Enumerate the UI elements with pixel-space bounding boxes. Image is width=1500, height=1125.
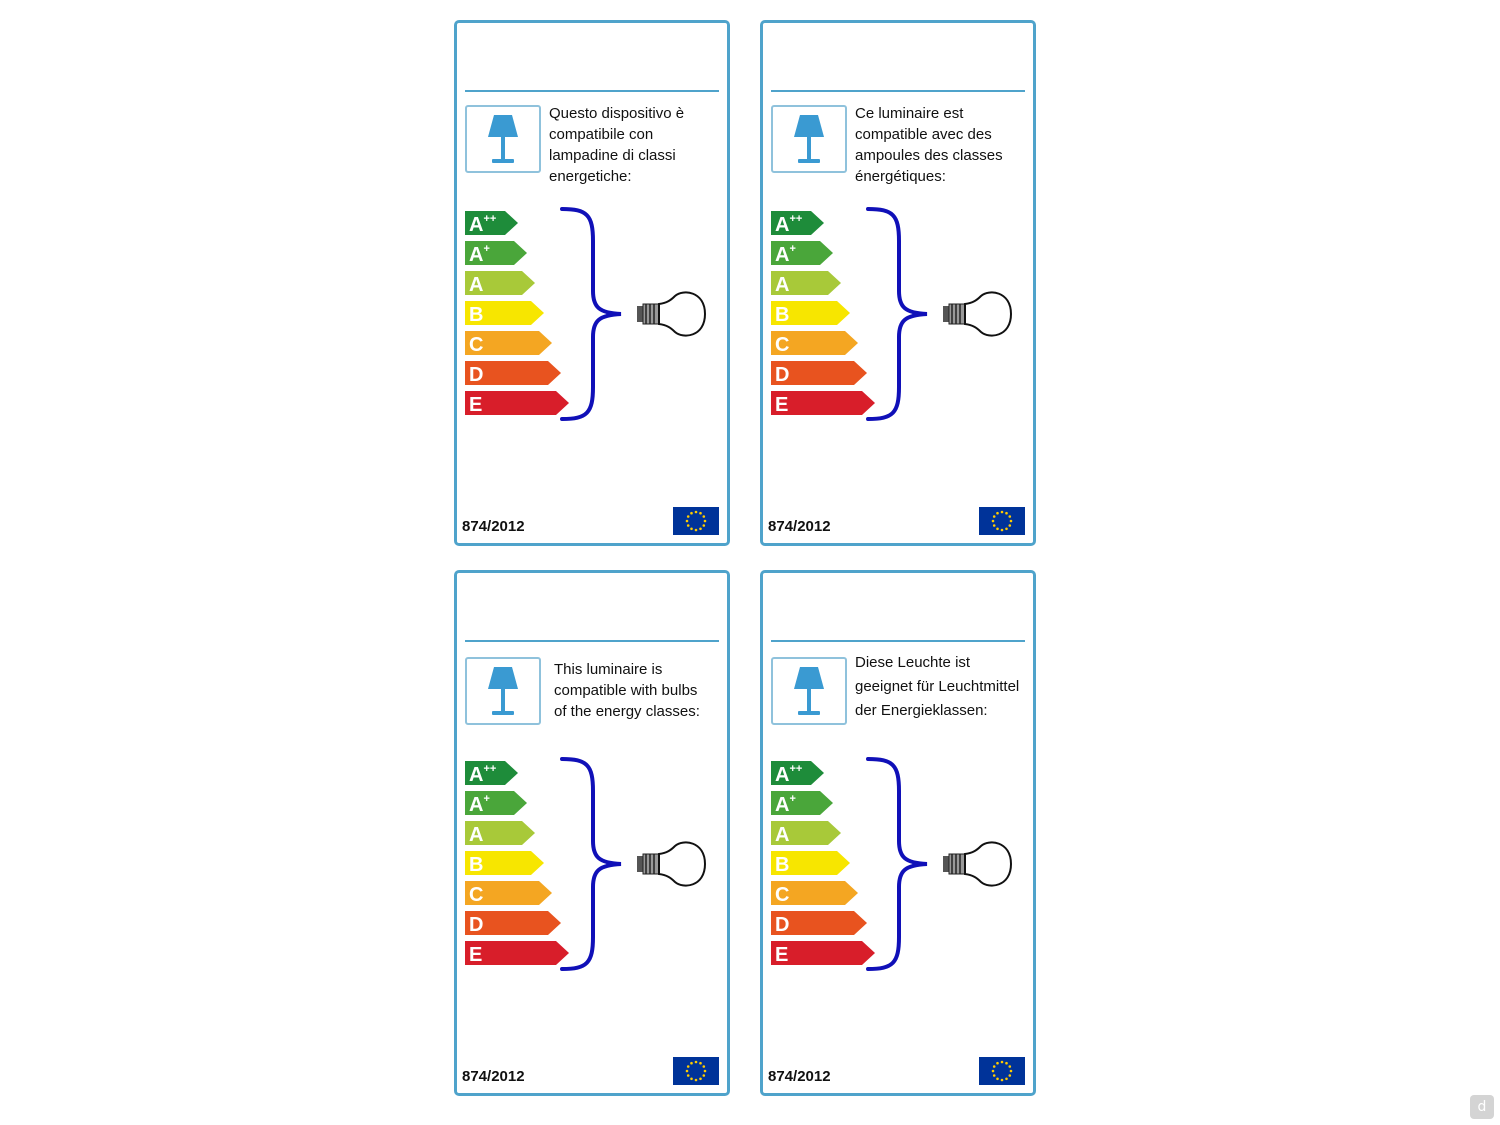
curly-brace-icon	[868, 209, 927, 419]
light-bulb-icon	[943, 292, 1011, 335]
lamp-icon	[773, 659, 845, 723]
energy-class-a-plus-plus	[465, 211, 518, 236]
svg-text:D: D	[469, 364, 484, 386]
svg-text:A: A	[469, 274, 484, 296]
class-brace-bulb-group	[557, 753, 717, 975]
header-divider	[771, 90, 1025, 92]
energy-class-a	[465, 271, 535, 296]
svg-text:E: E	[775, 394, 789, 416]
header-divider	[465, 90, 719, 92]
svg-text:C: C	[469, 884, 484, 906]
energy-class-b	[465, 851, 544, 876]
energy-class-d	[465, 911, 561, 936]
class-brace-bulb-group	[863, 203, 1023, 425]
svg-text:D: D	[469, 914, 484, 936]
svg-text:A: A	[469, 824, 484, 846]
svg-text:A+: A+	[775, 793, 796, 816]
energy-label-de	[760, 570, 1036, 1096]
svg-text:A: A	[775, 824, 790, 846]
compatibility-text: Diese Leuchte ist geeignet für Leuchtmittel der Energieklassen:	[855, 654, 1020, 719]
energy-class-e	[465, 391, 569, 416]
svg-text:B: B	[775, 304, 790, 326]
svg-text:B: B	[775, 854, 790, 876]
lamp-icon-box	[465, 105, 541, 173]
energy-class-b	[771, 851, 850, 876]
energy-class-d	[465, 361, 561, 386]
energy-class-a-plus-plus	[771, 211, 824, 236]
svg-text:D: D	[775, 364, 790, 386]
light-bulb-icon	[943, 842, 1011, 885]
svg-text:A++: A++	[775, 213, 803, 236]
svg-text:B: B	[469, 854, 484, 876]
header-divider	[771, 640, 1025, 642]
svg-text:B: B	[469, 304, 484, 326]
compatibility-text: This luminaire is compatible with bulbs of the energy classes:	[554, 661, 700, 720]
energy-class-a-plus	[771, 241, 833, 266]
energy-class-c	[771, 331, 858, 356]
lamp-icon	[467, 107, 539, 171]
energy-class-e	[465, 941, 569, 966]
energy-class-c	[465, 331, 552, 356]
svg-text:E: E	[469, 944, 483, 966]
energy-class-c	[465, 881, 552, 906]
energy-class-b	[771, 301, 850, 326]
energy-class-a	[771, 821, 841, 846]
curly-brace-icon	[562, 209, 621, 419]
svg-text:C: C	[775, 884, 790, 906]
svg-text:A+: A+	[469, 793, 490, 816]
lamp-icon-box	[465, 657, 541, 725]
regulation-number: 874/2012	[768, 518, 831, 535]
lamp-icon	[773, 107, 845, 171]
svg-text:A: A	[775, 274, 790, 296]
eu-flag-icon	[673, 507, 719, 535]
energy-class-a-plus-plus	[465, 761, 518, 786]
lamp-icon-box	[771, 657, 847, 725]
lamp-icon	[467, 659, 539, 723]
eu-flag-icon	[979, 507, 1025, 535]
compatibility-text: Ce luminaire est compatible avec des ampoules des classes énergétiques:	[855, 105, 1003, 185]
svg-text:C: C	[775, 334, 790, 356]
svg-text:A+: A+	[469, 243, 490, 266]
energy-class-a-plus-plus	[771, 761, 824, 786]
energy-label-fr	[760, 20, 1036, 546]
regulation-number: 874/2012	[462, 518, 525, 535]
eu-flag-icon	[673, 1057, 719, 1085]
class-brace-bulb-group	[557, 203, 717, 425]
class-brace-bulb-group	[863, 753, 1023, 975]
header-divider	[465, 640, 719, 642]
energy-class-a	[771, 271, 841, 296]
energy-class-a-plus	[465, 241, 527, 266]
svg-text:C: C	[469, 334, 484, 356]
svg-text:A+: A+	[775, 243, 796, 266]
watermark-badge: d	[1470, 1095, 1494, 1119]
svg-text:A++: A++	[469, 213, 497, 236]
svg-text:A++: A++	[775, 763, 803, 786]
compatibility-text: Questo dispositivo è compatibile con lampadine di classi energetiche:	[549, 105, 685, 185]
energy-class-d	[771, 361, 867, 386]
energy-class-b	[465, 301, 544, 326]
regulation-number: 874/2012	[768, 1068, 831, 1085]
regulation-number: 874/2012	[462, 1068, 525, 1085]
light-bulb-icon	[637, 292, 705, 335]
light-bulb-icon	[637, 842, 705, 885]
eu-flag-icon	[979, 1057, 1025, 1085]
energy-class-e	[771, 941, 875, 966]
energy-class-a-plus	[771, 791, 833, 816]
svg-text:E: E	[469, 394, 483, 416]
curly-brace-icon	[562, 759, 621, 969]
energy-label-en	[454, 570, 730, 1096]
energy-class-c	[771, 881, 858, 906]
curly-brace-icon	[868, 759, 927, 969]
svg-text:D: D	[775, 914, 790, 936]
energy-class-a-plus	[465, 791, 527, 816]
svg-text:A++: A++	[469, 763, 497, 786]
energy-label-it	[454, 20, 730, 546]
lamp-icon-box	[771, 105, 847, 173]
energy-class-d	[771, 911, 867, 936]
energy-class-a	[465, 821, 535, 846]
svg-text:E: E	[775, 944, 789, 966]
energy-class-e	[771, 391, 875, 416]
